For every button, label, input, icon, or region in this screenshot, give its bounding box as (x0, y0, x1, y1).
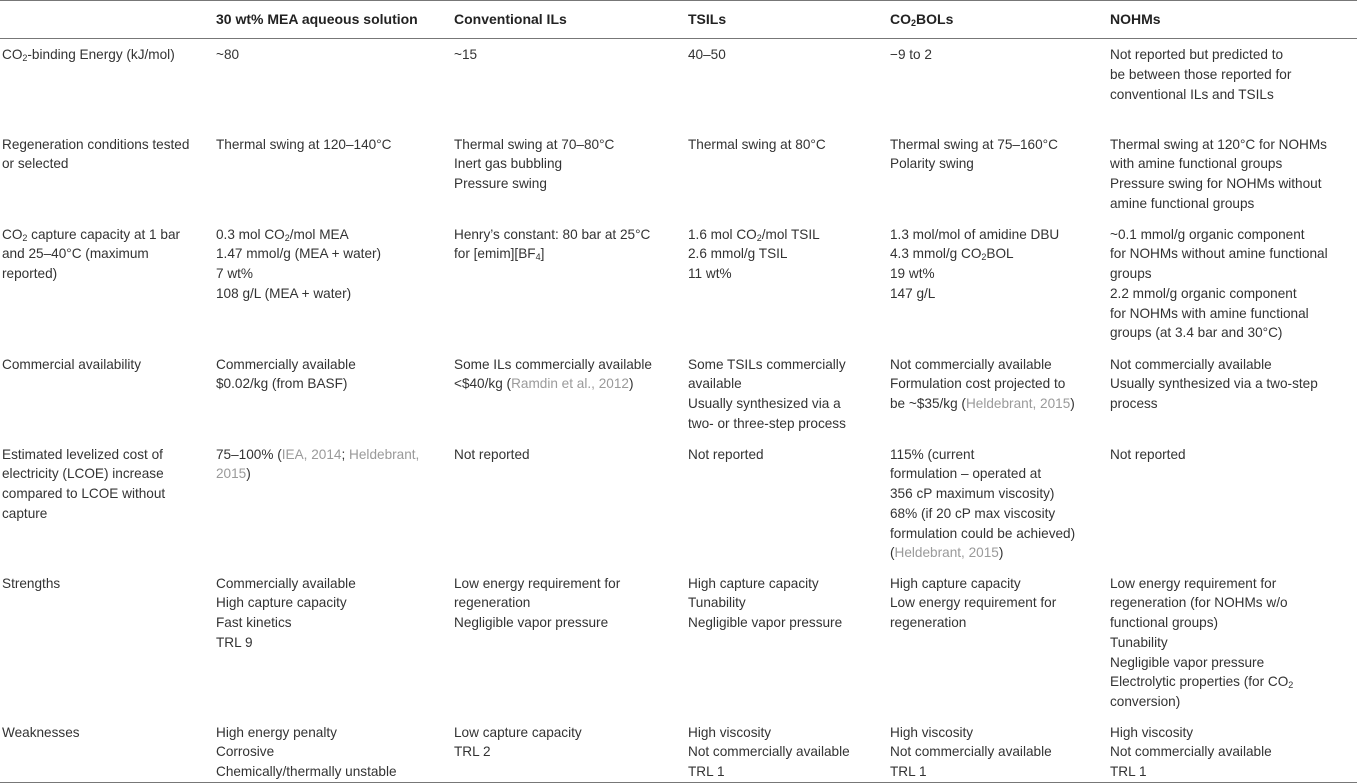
row-label: $CO_2$ capture capacity at 1 bar and 25–40°C (maximum reported) (2, 226, 181, 282)
citation-link[interactable]: Heldebrant, (349, 446, 420, 462)
header-mea: 30 wt% MEA aqueous solution (216, 1, 454, 39)
citation-link[interactable]: 2015 (216, 466, 247, 482)
table-cell: Low capture capacity TRL 2 (454, 717, 688, 783)
table-cell: High viscosity Not commercially available TRL 1 (688, 717, 890, 783)
table-cell: Not commercially available Usually synthesized via a two-step process (1110, 356, 1318, 412)
table-cell: ~15 (454, 47, 478, 62)
header-tsils: TSILs (688, 1, 890, 39)
table-cell: 0.3 mol $CO_2$/mol MEA 1.47 mmol/g (MEA + water) 7 wt% 108 g/L (MEA + water) (216, 226, 382, 301)
table-cell: Not reported but predicted to be between those reported for conventional ILs and TSILs (1110, 47, 1292, 102)
table-cell: 40–50 (688, 47, 726, 62)
table-cell: Thermal swing at 70–80°C Inert gas bubbling Pressure swing (454, 136, 615, 192)
table-cell: Not reported (1110, 446, 1186, 462)
table-cell: Commercially available High capture capacity Fast kinetics TRL 9 (216, 575, 356, 650)
header-row (0, 1, 1357, 39)
table-cell: High energy penalty Corrosive Chemically/thermally unstable (216, 717, 454, 783)
row-label: $CO_2$-binding Energy (kJ/mol) (2, 47, 175, 63)
table-cell: 1.3 mol/mol of amidine DBU 4.3 mmol/g $CO_2BOL$ 19 wt% 147 g/L (890, 226, 1060, 301)
table-cell: Not reported (454, 446, 530, 462)
row-label: Weaknesses (0, 717, 216, 783)
table-cell: High capture capacity Tunability Negligible vapor pressure (688, 575, 843, 631)
table-cell: Low energy requirement for regeneration (for NOHMs w/o functional groups) Tunability Negligible vapor pressure Electrolytic properties (for $CO_2$ conversion) (1110, 575, 1294, 710)
table-cell: Commercially available $0.02/kg (from BASF) (216, 356, 356, 392)
citation-link[interactable]: IEA, 2014 (281, 446, 342, 462)
table-cell: Thermal swing at 80°C (688, 136, 826, 152)
table-row (0, 39, 1357, 129)
table-cell: High viscosity Not commercially available TRL 1 (1110, 717, 1357, 783)
table-body (0, 39, 1357, 783)
table-cell: Henry’s constant: 80 bar at 25°C for $[emim][BF_4]$ (454, 226, 651, 263)
row-label: Estimated levelized cost of electricity (LCOE) increase compared to LCOE without capture (2, 446, 166, 521)
table-row (0, 439, 1357, 568)
table-cell: Low energy requirement for regeneration Negligible vapor pressure (454, 575, 621, 631)
table-header (0, 1, 1357, 39)
table-cell: ~80 (216, 47, 240, 62)
table-cell: 75–100% (IEA, 2014; Heldebrant, 2015) (216, 446, 420, 482)
table-cell: Not reported (688, 446, 764, 462)
table-cell: ~0.1 mmol/g organic component for NOHMs without amine functional groups 2.2 mmol/g organic component for NOHMs with amine functional groups (at 3.4 bar and 30°C) (1110, 226, 1328, 341)
header-conventional-ils: Conventional ILs (454, 1, 688, 39)
table-cell: −9 to 2 (890, 47, 932, 62)
table-row (0, 568, 1357, 717)
table-cell: Some TSILs commercially available Usually synthesized via a two- or three-step process (688, 356, 846, 431)
row-label: Strengths (2, 575, 61, 591)
citation-link[interactable]: Ramdin et al., 2012 (511, 376, 629, 392)
row-label: Regeneration conditions tested or selected (2, 136, 190, 172)
table-row (0, 129, 1357, 219)
row-label: Commercial availability (2, 356, 141, 372)
header-co2bols: $CO_2BOLs$ (890, 1, 1110, 39)
table-cell: 1.6 mol $CO_2$/mol TSIL 2.6 mmol/g TSIL 11 wt% (688, 226, 820, 282)
table-cell: Thermal swing at 120–140°C (216, 136, 392, 152)
table-cell: High capture capacity Low energy requirement for regeneration (890, 575, 1057, 631)
table-row (0, 219, 1357, 349)
table-cell: 115% (current formulation – operated at 356 cP maximum viscosity) 68% (if 20 cP max viscosity formulation could be achieved) (Heldebrant, 2015) (890, 446, 1076, 561)
table-cell: Not commercially available Formulation cost projected to be ~$35/kg (Heldebrant, 2015) (890, 356, 1075, 412)
header-empty (0, 1, 216, 39)
table-row (0, 349, 1357, 439)
table-cell: Some ILs commercially available <$40/kg (Ramdin et al., 2012) (454, 356, 652, 392)
table-cell: High viscosity Not commercially available TRL 1 (890, 717, 1110, 783)
table-row (0, 717, 1357, 783)
table-cell: Thermal swing at 75–160°C Polarity swing (890, 136, 1058, 172)
table-cell: Thermal swing at 120°C for NOHMs with amine functional groups Pressure swing for NOHMs without amine functional groups (1110, 136, 1327, 211)
citation-link[interactable]: Heldebrant, 2015 (894, 545, 999, 561)
header-nohms: NOHMs (1110, 1, 1357, 39)
citation-link[interactable]: Heldebrant, 2015 (965, 396, 1071, 412)
